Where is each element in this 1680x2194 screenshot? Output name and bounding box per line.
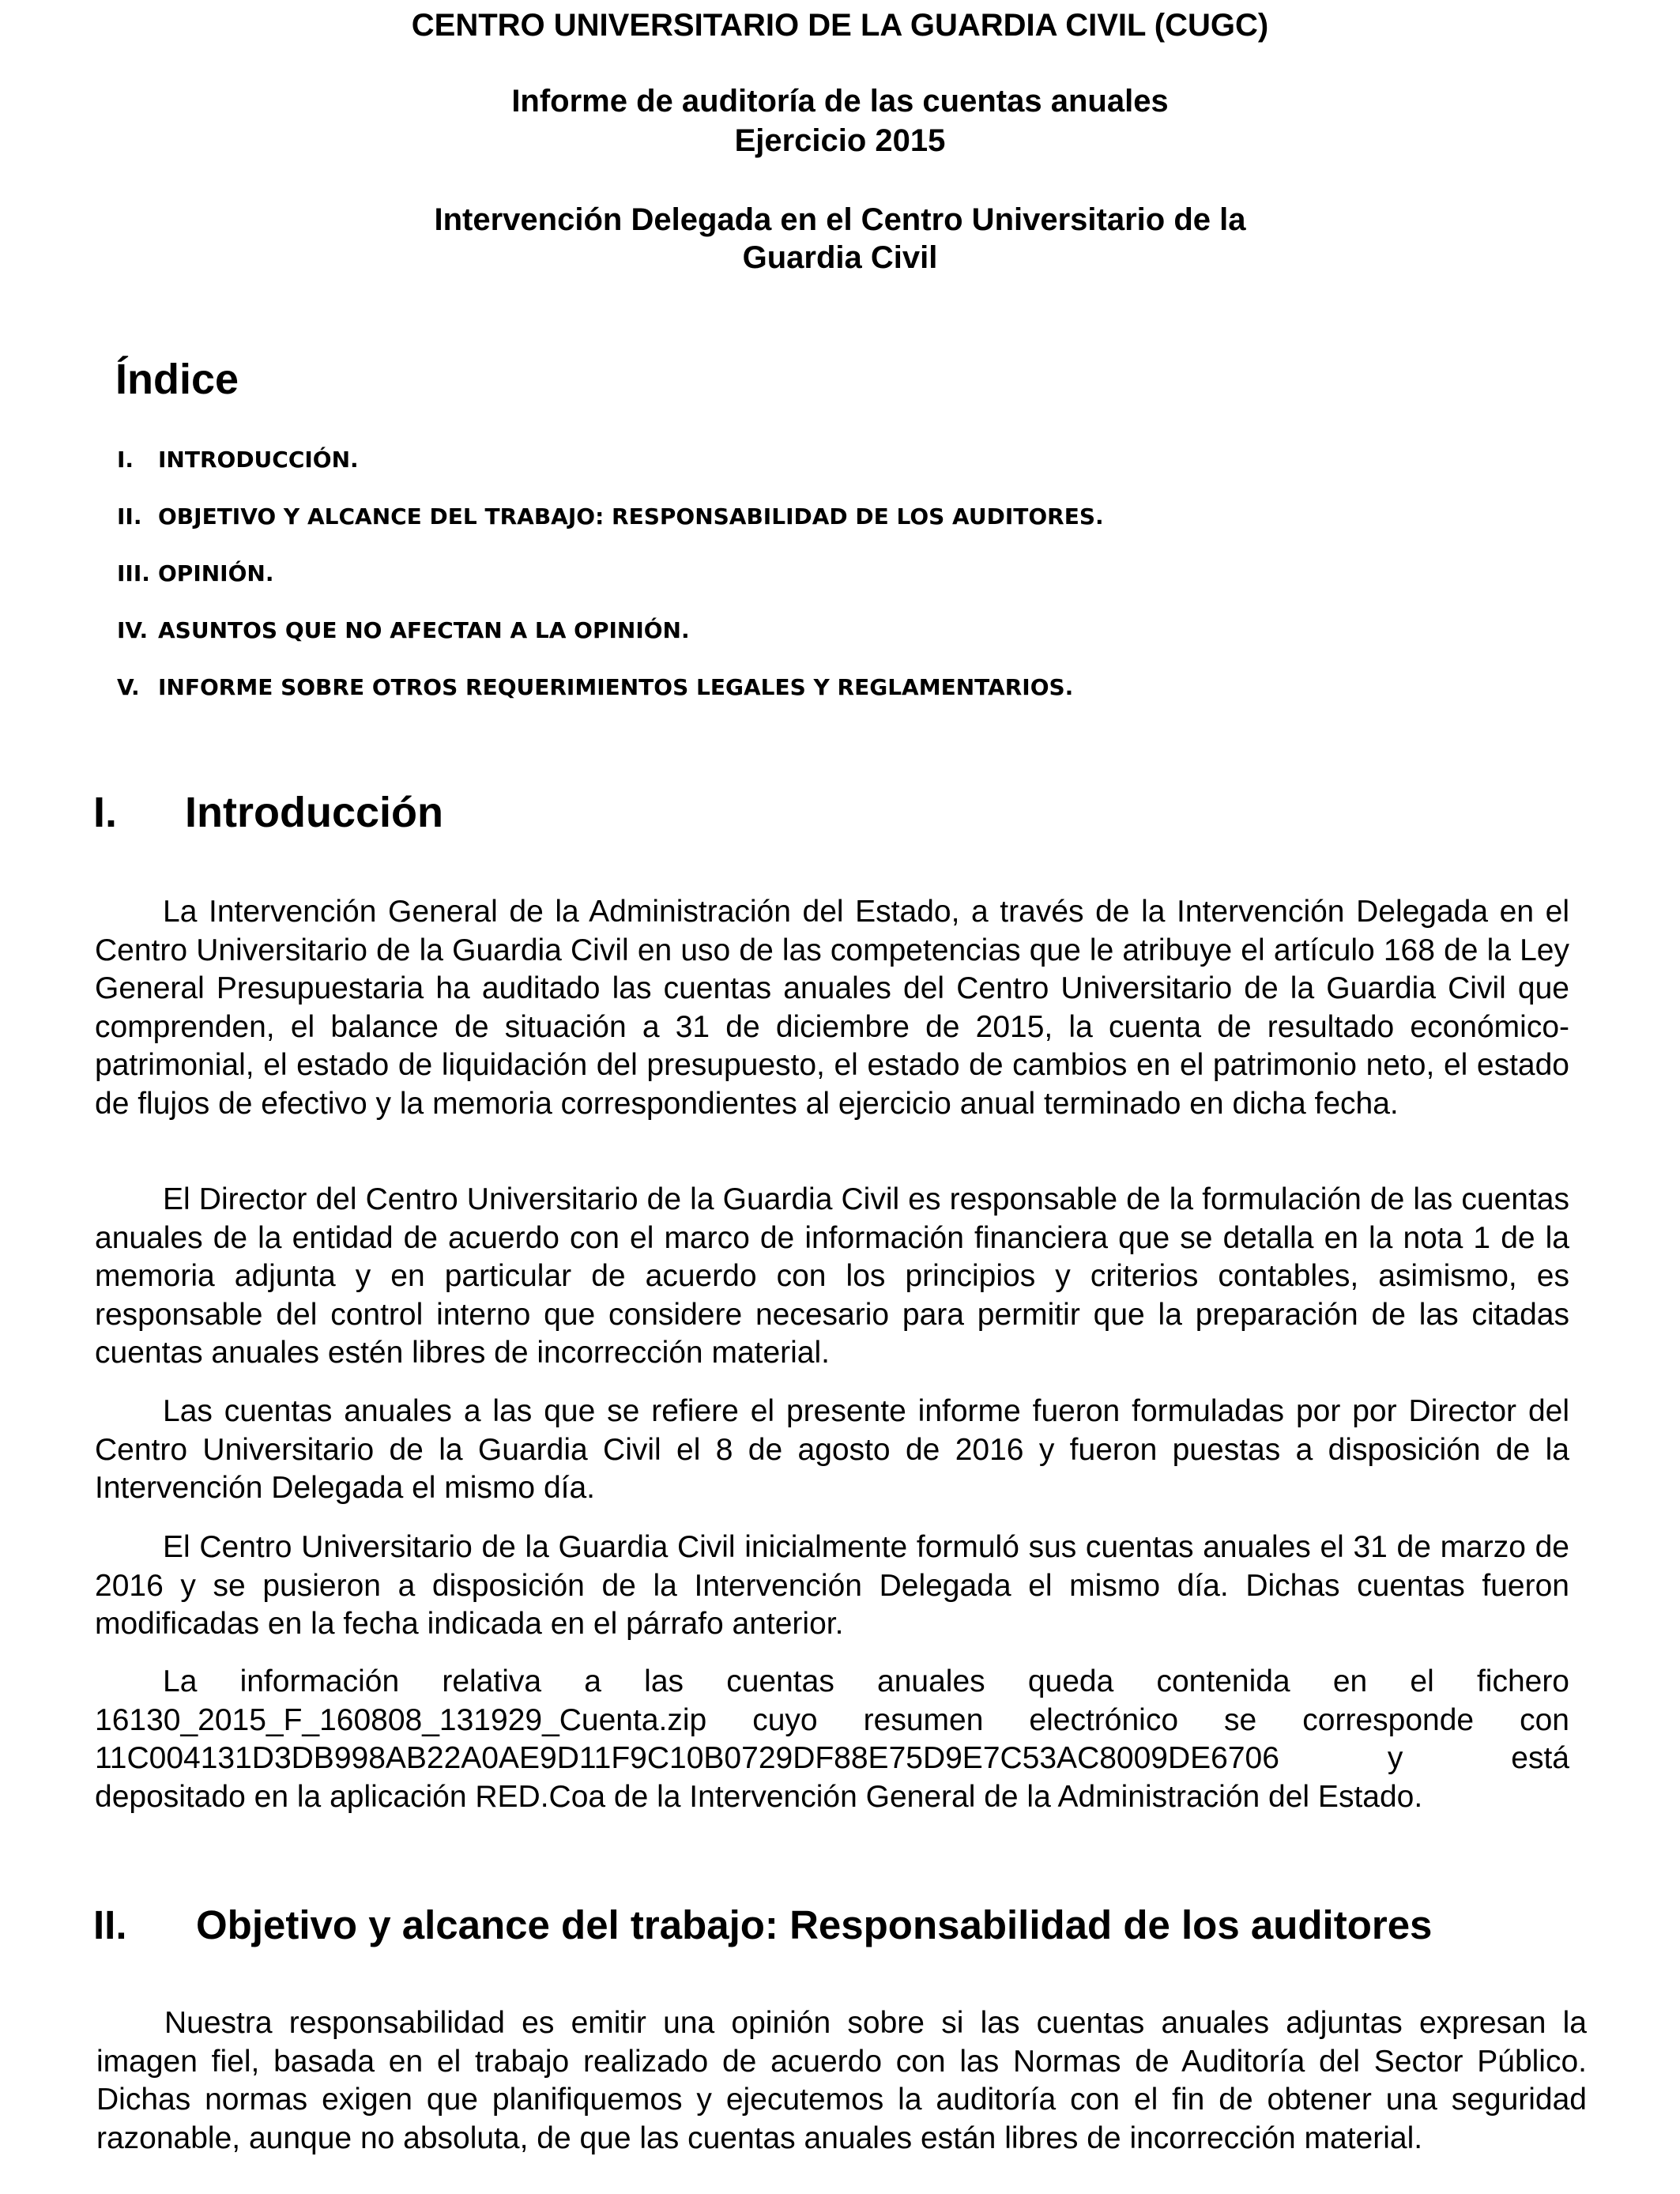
- paragraph: Nuestra responsabilidad es emitir una opinión sobre si las cuentas anuales adjuntas expresan la imagen fiel, basada en el trabajo realizado de acuerdo con las Normas de Auditoría del Sector Público. Dichas normas exigen que planifiquemos y ejecutemos la auditoría con el fin de obtener una seguridad razonable, aunque no absoluta, de que las cuentas anuales están libres de incorrección material.: [96, 2006, 1587, 2155]
- section-heading-introduccion: [93, 787, 443, 838]
- toc-item-number: IV.: [117, 617, 149, 643]
- toc-item-label: ASUNTOS QUE NO AFECTAN A LA OPINIÓN.: [158, 617, 690, 643]
- paragraph: El Centro Universitario de la Guardia Civil inicialmente formuló sus cuentas anuales el 31 de marzo de 2016 y se pusieron a disposición de la Intervención Delegada el mismo día. Dichas cuentas fueron modificadas en la fecha indicada en el párrafo anterior.: [95, 1530, 1569, 1641]
- toc-item-number: II.: [117, 503, 142, 530]
- toc-item-label: INFORME SOBRE OTROS REQUERIMIENTOS LEGALES Y REGLAMENTARIOS.: [158, 674, 1074, 700]
- section-number: I.: [93, 789, 118, 836]
- institution-title: CENTRO UNIVERSITARIO DE LA GUARDIA CIVIL (CUGC): [411, 8, 1269, 43]
- toc-item-number: I.: [117, 447, 134, 473]
- issuer-line-2: Guardia Civil: [742, 240, 938, 275]
- toc-item-number: V.: [117, 674, 140, 700]
- index-title: Índice: [115, 356, 239, 403]
- toc-item-asuntos[interactable]: [117, 615, 690, 647]
- toc-item-informe[interactable]: [117, 672, 1073, 703]
- paragraph: La Intervención General de la Administración del Estado, a través de la Intervención Delegada en el Centro Universitario de la Guardia Civil en uso de las competencias que le atribuye el artículo 168 de la Ley General Presupuestaria ha auditado las cuentas anuales del Centro Universitario de la Guardia Civil que comprenden, el balance de situación a 31 de diciembre de 2015, la cuenta de resultado económico-patrimonial, el estado de liquidación del presupuesto, el estado de cambios en el patrimonio neto, el estado de flujos de efectivo y la memoria correspondientes al ejercicio anual terminado en dicha fecha.: [95, 895, 1569, 1121]
- section-number: II.: [93, 1902, 127, 1947]
- section-heading-objetivo: [93, 1900, 1432, 1951]
- toc-item-opinion[interactable]: [117, 558, 273, 590]
- paragraph: El Director del Centro Universitario de la Guardia Civil es responsable de la formulación de las cuentas anuales de la entidad de acuerdo con el marco de información financiera que se detalla en la nota 1 de la memoria adjunta y en particular de acuerdo con los principios y criterios contables, asimismo, es responsable del control interno que considere necesario para permitir que la preparación de las citadas cuentas anuales estén libres de incorrección material.: [95, 1182, 1569, 1370]
- paragraph: Las cuentas anuales a las que se refiere el presente informe fueron formuladas por por Director del Centro Universitario de la Guardia Civil el 8 de agosto de 2016 y fueron puestas a disposición de la Intervención Delegada el mismo día.: [95, 1394, 1569, 1505]
- paragraph-line: La información relativa a las cuentas anuales queda contenida en el fichero: [163, 1664, 1569, 1698]
- fiscal-year: Ejercicio 2015: [734, 123, 946, 158]
- toc-item-label: OBJETIVO Y ALCANCE DEL TRABAJO: RESPONSABILIDAD DE LOS AUDITORES.: [158, 503, 1104, 530]
- paragraph-line: depositado en la aplicación RED.Coa de la Intervención General de la Administración del Estado.: [95, 1779, 1423, 1814]
- section-title: Introducción: [185, 789, 443, 836]
- toc-item-objetivo[interactable]: [117, 501, 1104, 533]
- section-title: Objetivo y alcance del trabajo: Responsabilidad de los auditores: [196, 1902, 1433, 1947]
- paragraph-line: 11C004131D3DB998AB22A0AE9D11F9C10B0729DF88E75D9E7C53AC8009DE6706 y está: [95, 1741, 1569, 1775]
- report-title: Informe de auditoría de las cuentas anuales: [511, 84, 1169, 119]
- toc-item-introduccion[interactable]: [117, 444, 359, 476]
- file-info-paragraph: [95, 1663, 1569, 1816]
- issuer-line-1: Intervención Delegada en el Centro Universitario de la: [434, 202, 1246, 237]
- toc-item-number: III.: [117, 560, 150, 586]
- toc-item-label: INTRODUCCIÓN.: [158, 447, 359, 473]
- toc-item-label: OPINIÓN.: [158, 560, 274, 586]
- paragraph-line: 16130_2015_F_160808_131929_Cuenta.zip cuyo resumen electrónico se corresponde con: [95, 1702, 1569, 1737]
